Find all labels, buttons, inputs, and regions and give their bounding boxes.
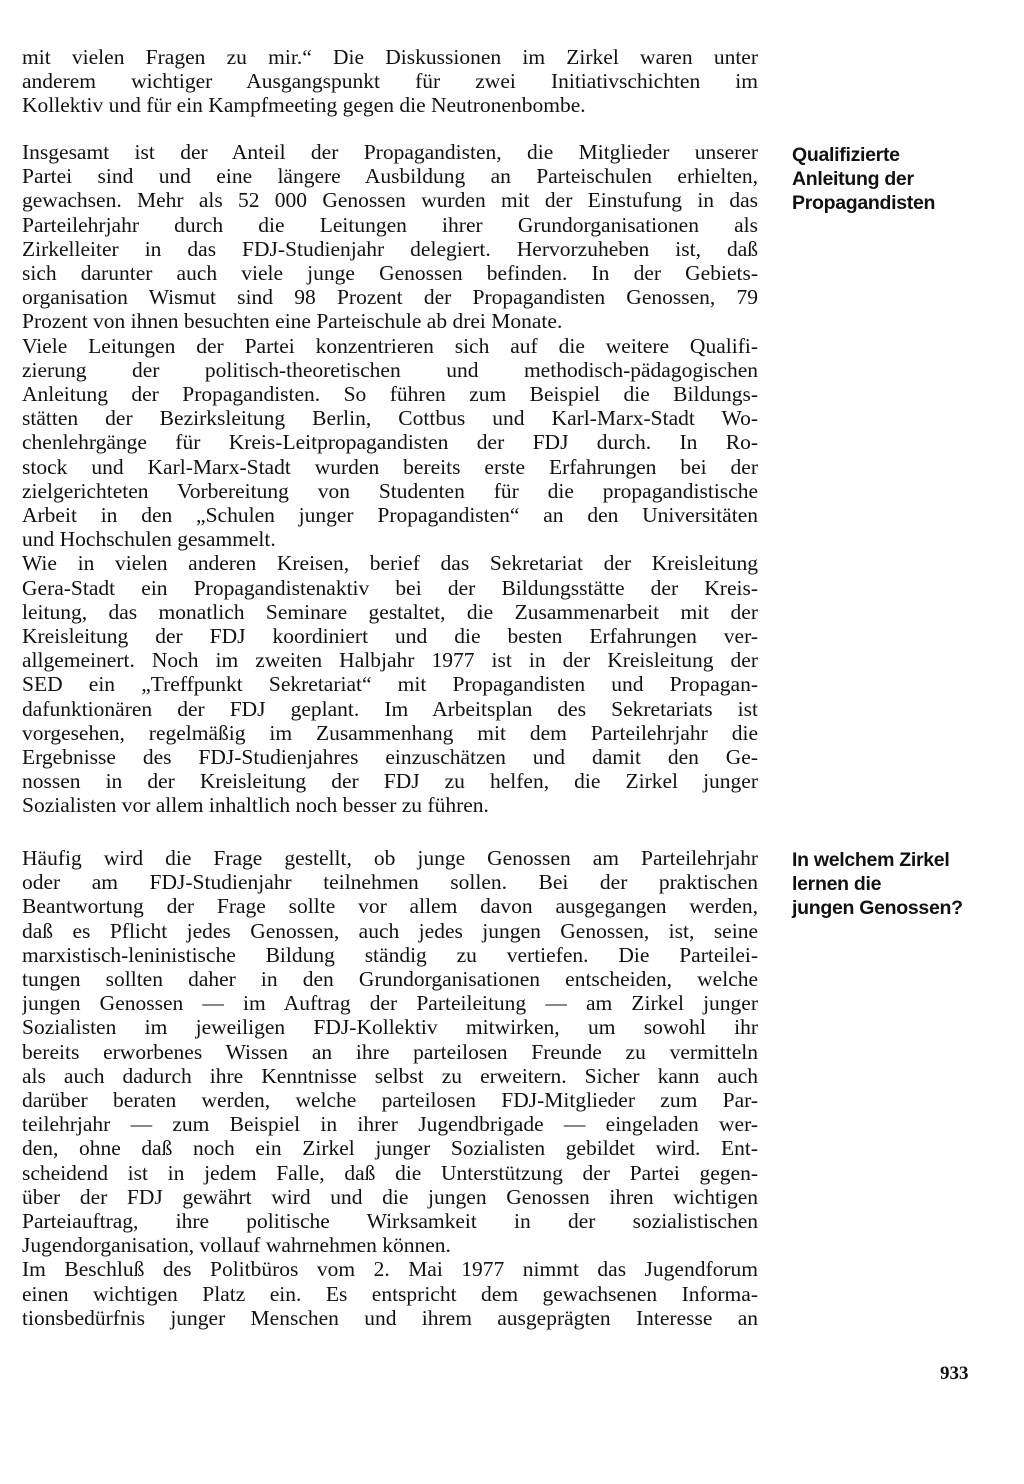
text-line: vorgesehen, regelmäßig im Zusammenhang mit dem Parteilehrjahr die (22, 720, 758, 745)
text-line: Parteilehrjahr durch die Leitungen ihrer Grundorganisationen als (22, 212, 758, 237)
text-line: organisation Wismut sind 98 Prozent der Propagandisten Genossen, 79 (22, 285, 758, 310)
text-line: Zirkelleiter in das FDJ-Studienjahr delegiert. Hervorzuheben ist, daß (22, 236, 758, 261)
paragraph-5 (22, 846, 758, 1257)
paragraph-4 (22, 551, 758, 817)
text-line: jungen Genossen — im Auftrag der Parteileitung — am Zirkel junger (22, 991, 758, 1016)
text-line: allgemeinert. Noch im zweiten Halbjahr 1977 ist in der Kreisleitung der (22, 648, 758, 673)
margin-heading-line: lernen die (792, 873, 882, 895)
text-line: sich darunter auch viele junge Genossen befinden. In der Gebiets- (22, 261, 758, 286)
text-line: Anleitung der Propagandisten. So führen zum Beispiel die Bildungs- (22, 382, 758, 407)
paragraph-2 (22, 140, 758, 334)
text-line: und Hochschulen gesammelt. (22, 527, 276, 552)
text-line: bereits erworbenes Wissen an ihre parteilosen Freunde zu vermitteln (22, 1039, 758, 1064)
body-text-block-3 (22, 846, 758, 1330)
margin-heading-line: In welchem Zirkel (792, 849, 950, 871)
text-line: darüber beraten werden, welche parteilosen FDJ-Mitglieder zum Par- (22, 1088, 758, 1113)
text-line: leitung, das monatlich Seminare gestaltet, die Zusammenarbeit mit der (22, 599, 758, 624)
body-text-block-1 (22, 45, 758, 118)
text-line: Sozialisten im jeweiligen FDJ-Kollektiv mitwirken, um sowohl ihr (22, 1015, 758, 1040)
text-line: nossen in der Kreisleitung der FDJ zu helfen, die Zirkel junger (22, 769, 758, 794)
text-line: oder am FDJ-Studienjahr teilnehmen sollen. Bei der praktischen (22, 870, 758, 895)
text-line: zielgerichteten Vorbereitung von Studenten für die propagandistische (22, 478, 758, 503)
text-line: Parteiauftrag, ihre politische Wirksamkeit in der sozialistischen (22, 1209, 758, 1234)
text-line: Beantwortung der Frage sollte vor allem davon ausgegangen werden, (22, 894, 758, 919)
text-line: marxistisch-leninistische Bildung ständig zu vertiefen. Die Parteilei- (22, 942, 758, 967)
text-line: anderem wichtiger Ausgangspunkt für zwei Initiativschichten im (22, 69, 758, 94)
margin-heading-line: Propagandisten (792, 192, 936, 214)
margin-heading-line: Anleitung der (792, 168, 914, 190)
text-line: daß es Pflicht jedes Genossen, auch jedes jungen Genossen, ist, seine (22, 918, 758, 943)
text-line: Insgesamt ist der Anteil der Propagandisten, die Mitglieder unserer (22, 140, 758, 164)
text-line: Kollektiv und für ein Kampfmeeting gegen die Neutronenbombe. (22, 93, 586, 118)
text-line: Jugendorganisation, vollauf wahrnehmen können. (22, 1233, 451, 1258)
text-line: Im Beschluß des Politbüros vom 2. Mai 1977 nimmt das Jugendforum (22, 1257, 758, 1282)
text-line: Häufig wird die Frage gestellt, ob junge Genossen am Parteilehrjahr (22, 846, 758, 870)
text-line: tungen sollten daher in den Grundorganisationen entscheiden, welche (22, 967, 758, 992)
text-line: Prozent von ihnen besuchten eine Parteischule ab drei Monate. (22, 309, 563, 334)
paragraph-1 (22, 45, 758, 118)
text-line: Viele Leitungen der Partei konzentrieren sich auf die weitere Qualifi- (22, 333, 758, 358)
text-line: Kreisleitung der FDJ koordiniert und die besten Erfahrungen ver- (22, 624, 758, 649)
text-line: Sozialisten vor allem inhaltlich noch besser zu führen. (22, 793, 489, 818)
text-line: mit vielen Fragen zu mir.“ Die Diskussionen im Zirkel waren unter (22, 45, 758, 69)
text-line: den, ohne daß noch ein Zirkel junger Sozialisten gebildet wird. Ent- (22, 1136, 758, 1161)
text-line: Arbeit in den „Schulen junger Propagandisten“ an den Universitäten (22, 503, 758, 528)
text-line: Wie in vielen anderen Kreisen, berief das Sekretariat der Kreisleitung (22, 551, 758, 576)
text-line: teilehrjahr — zum Beispiel in ihrer Jugendbrigade — eingeladen wer- (22, 1112, 758, 1137)
text-line: Partei sind und eine längere Ausbildung an Parteischulen erhielten, (22, 164, 758, 189)
text-line: tionsbedürfnis junger Menschen und ihrem ausgeprägten Interesse an (22, 1305, 758, 1330)
margin-heading-line: jungen Genossen? (792, 897, 963, 919)
text-line: stock und Karl-Marx-Stadt wurden bereits erste Erfahrungen bei der (22, 454, 758, 479)
text-line: Ergebnisse des FDJ-Studienjahres einzuschätzen und damit den Ge- (22, 745, 758, 770)
text-line: scheidend ist in jedem Falle, daß die Unterstützung der Partei gegen- (22, 1160, 758, 1185)
text-line: SED ein „Treffpunkt Sekretariat“ mit Propagandisten und Propagan- (22, 672, 758, 697)
text-line: dafunktionären der FDJ geplant. Im Arbeitsplan des Sekretariats ist (22, 696, 758, 721)
page-number: 933 (940, 1363, 969, 1384)
paragraph-3 (22, 334, 758, 552)
margin-heading-qualifizierte-anleitung (792, 143, 1002, 215)
text-line: Gera-Stadt ein Propagandistenaktiv bei der Bildungsstätte der Kreis- (22, 575, 758, 600)
text-line: stätten der Bezirksleitung Berlin, Cottbus und Karl-Marx-Stadt Wo- (22, 406, 758, 431)
text-line: gewachsen. Mehr als 52 000 Genossen wurden mit der Einstufung in das (22, 188, 758, 213)
paragraph-6 (22, 1257, 758, 1330)
body-text-block-2 (22, 140, 758, 818)
text-line: über der FDJ gewährt wird und die jungen Genossen ihren wichtigen (22, 1184, 758, 1209)
text-line: zierung der politisch-theoretischen und methodisch-pädagogischen (22, 357, 758, 382)
text-line: als auch dadurch ihre Kenntnisse selbst zu erweitern. Sicher kann auch (22, 1063, 758, 1088)
margin-heading-welchem-zirkel (792, 848, 1002, 920)
text-line: einen wichtigen Platz ein. Es entspricht dem gewachsenen Informa- (22, 1281, 758, 1306)
margin-heading-line: Qualifizierte (792, 144, 900, 166)
text-line: chenlehrgänge für Kreis-Leitpropagandisten der FDJ durch. In Ro- (22, 430, 758, 455)
